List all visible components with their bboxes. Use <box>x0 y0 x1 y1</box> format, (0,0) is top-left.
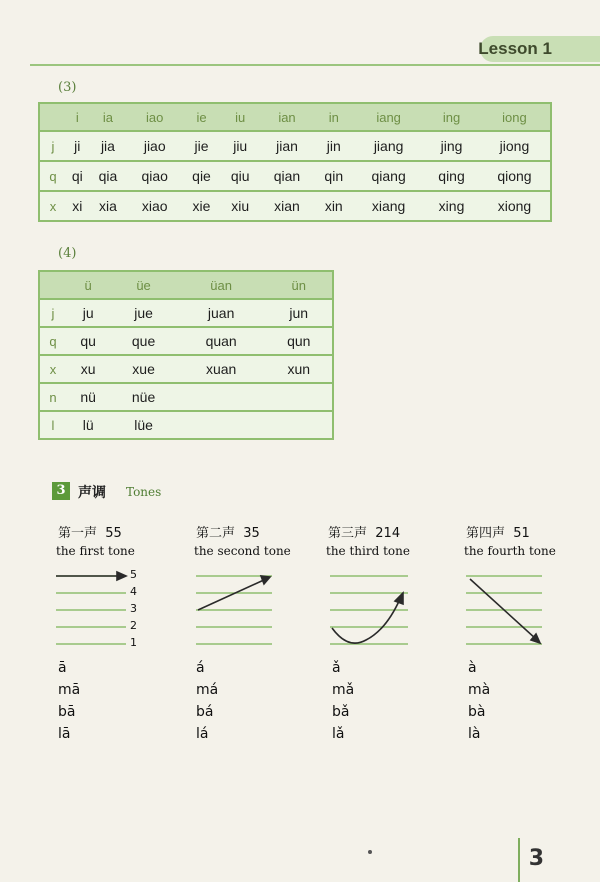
pinyin-i-column-header: iu <box>221 104 260 130</box>
pinyin-i-cell: qiao <box>127 160 182 190</box>
pinyin-i-initial: j <box>40 130 66 160</box>
pinyin-u-initial: j <box>40 298 66 326</box>
section-3-number: (3) <box>58 80 77 95</box>
section-badge: 3 <box>52 482 70 500</box>
tone-2-syllable: á <box>196 660 205 676</box>
tone-1-syllable: lā <box>58 726 71 742</box>
tone-1-english: the first tone <box>56 544 135 558</box>
tone-1-syllable: mā <box>58 682 81 698</box>
pinyin-u-column-header: ün <box>265 272 332 298</box>
tone-1-name: 第一声 55 <box>58 526 122 541</box>
pinyin-u-cell: nüe <box>110 382 176 410</box>
tones-title-english: Tones <box>126 485 162 499</box>
pinyin-i-cell: xin <box>314 190 353 220</box>
tone-4-name: 第四声 51 <box>466 526 530 541</box>
pinyin-i-column-header: ia <box>89 104 128 130</box>
pinyin-u-cell: jun <box>265 298 332 326</box>
pinyin-i-cell: qiang <box>353 160 424 190</box>
pinyin-i-cell: qiong <box>479 160 550 190</box>
pinyin-i-cell: xiao <box>127 190 182 220</box>
page-number-rule <box>518 838 520 882</box>
pinyin-i-cell: qian <box>260 160 315 190</box>
pinyin-u-initial: q <box>40 326 66 354</box>
pinyin-u-cell: ju <box>66 298 110 326</box>
pinyin-i-cell: jia <box>89 130 128 160</box>
tone-4-syllable: bà <box>468 704 486 720</box>
tone-3-syllable: bǎ <box>332 704 350 720</box>
pinyin-u-initial: x <box>40 354 66 382</box>
pinyin-u-cell: nü <box>66 382 110 410</box>
pinyin-u-cell: qun <box>265 326 332 354</box>
section-4-number: (4) <box>58 246 77 261</box>
tone-3-syllable: lǎ <box>332 726 345 742</box>
pinyin-u-cell: xuan <box>177 354 266 382</box>
tone-3-arrowhead <box>395 593 403 604</box>
pinyin-u-cell: juan <box>177 298 266 326</box>
pinyin-i-cell: jie <box>182 130 221 160</box>
pinyin-i-cell: qia <box>89 160 128 190</box>
tone-4-syllable: là <box>468 726 481 742</box>
scale-mark-3: 3 <box>130 602 137 615</box>
tone-1-syllable: bā <box>58 704 76 720</box>
pinyin-u-cell: xu <box>66 354 110 382</box>
scale-mark-4: 4 <box>130 585 137 598</box>
pinyin-u-column-header: üe <box>110 272 176 298</box>
pinyin-i-cell: ji <box>66 130 89 160</box>
pinyin-u-column-header: üan <box>177 272 266 298</box>
pinyin-i-cell: jing <box>424 130 479 160</box>
scale-mark-2: 2 <box>130 619 137 632</box>
pinyin-i-cell: qi <box>66 160 89 190</box>
tone-2-english: the second tone <box>194 544 291 558</box>
tone-3-english: the third tone <box>326 544 410 558</box>
tone-3-contour <box>332 599 400 643</box>
tone-4-syllable: à <box>468 660 477 676</box>
tone-2-arrowhead <box>261 576 270 584</box>
pinyin-u-initial: n <box>40 382 66 410</box>
pinyin-i-cell: xie <box>182 190 221 220</box>
pinyin-i-cell: qing <box>424 160 479 190</box>
pinyin-u-cell: jue <box>110 298 176 326</box>
pinyin-i-column-header: i <box>66 104 89 130</box>
page-number: 3 <box>528 846 544 871</box>
pinyin-i-cell: jiong <box>479 130 550 160</box>
pinyin-u-cell: xun <box>265 354 332 382</box>
pinyin-i-cell: jiu <box>221 130 260 160</box>
tone-2-syllable: má <box>196 682 219 698</box>
pinyin-u-cell: quan <box>177 326 266 354</box>
pinyin-i-cell: qin <box>314 160 353 190</box>
pinyin-i-cell: xiong <box>479 190 550 220</box>
pinyin-i-cell: xing <box>424 190 479 220</box>
scale-mark-5: 5 <box>130 568 137 581</box>
pinyin-i-cell: xia <box>89 190 128 220</box>
tone-1-syllable: ā <box>58 660 67 676</box>
pinyin-i-cell: jiang <box>353 130 424 160</box>
pinyin-i-cell: qie <box>182 160 221 190</box>
tone-2-syllable: lá <box>196 726 209 742</box>
printer-dot <box>368 850 372 854</box>
scale-mark-1: 1 <box>130 636 137 649</box>
tone-3-syllable: ǎ <box>332 660 341 676</box>
pinyin-i-cell: xi <box>66 190 89 220</box>
pinyin-i-column-header: iao <box>127 104 182 130</box>
tone-3-name: 第三声 214 <box>328 526 401 541</box>
tones-title: 声调 <box>78 485 106 501</box>
pinyin-i-cell: xian <box>260 190 315 220</box>
pinyin-i-initial: q <box>40 160 66 190</box>
pinyin-i-column-header: in <box>314 104 353 130</box>
pinyin-i-cell: jiao <box>127 130 182 160</box>
pinyin-i-cell: qiu <box>221 160 260 190</box>
pinyin-u-cell: lü <box>66 410 110 438</box>
tone-2-contour <box>198 579 266 610</box>
tone-4-syllable: mà <box>468 682 491 698</box>
pinyin-i-initial: x <box>40 190 66 220</box>
pinyin-u-cell: que <box>110 326 176 354</box>
pinyin-u-column-header: ü <box>66 272 110 298</box>
pinyin-i-column-header: ian <box>260 104 315 130</box>
pinyin-i-cell: jin <box>314 130 353 160</box>
pinyin-i-cell: jian <box>260 130 315 160</box>
tone-4-contour <box>470 579 536 639</box>
pinyin-i-column-header: iong <box>479 104 550 130</box>
lesson-label: Lesson 1 <box>478 39 552 58</box>
pinyin-i-column-header: ing <box>424 104 479 130</box>
tone-2-syllable: bá <box>196 704 214 720</box>
pinyin-i-column-header: ie <box>182 104 221 130</box>
pinyin-u-cell: qu <box>66 326 110 354</box>
pinyin-i-cell: xiang <box>353 190 424 220</box>
pinyin-u-cell: xue <box>110 354 176 382</box>
tone-4-english: the fourth tone <box>464 544 556 558</box>
tone-2-name: 第二声 35 <box>196 526 260 541</box>
pinyin-i-cell: xiu <box>221 190 260 220</box>
tone-1-arrowhead <box>117 572 126 580</box>
tone-3-syllable: mǎ <box>332 682 355 698</box>
pinyin-u-initial: l <box>40 410 66 438</box>
pinyin-i-column-header: iang <box>353 104 424 130</box>
pinyin-u-cell: lüe <box>110 410 176 438</box>
